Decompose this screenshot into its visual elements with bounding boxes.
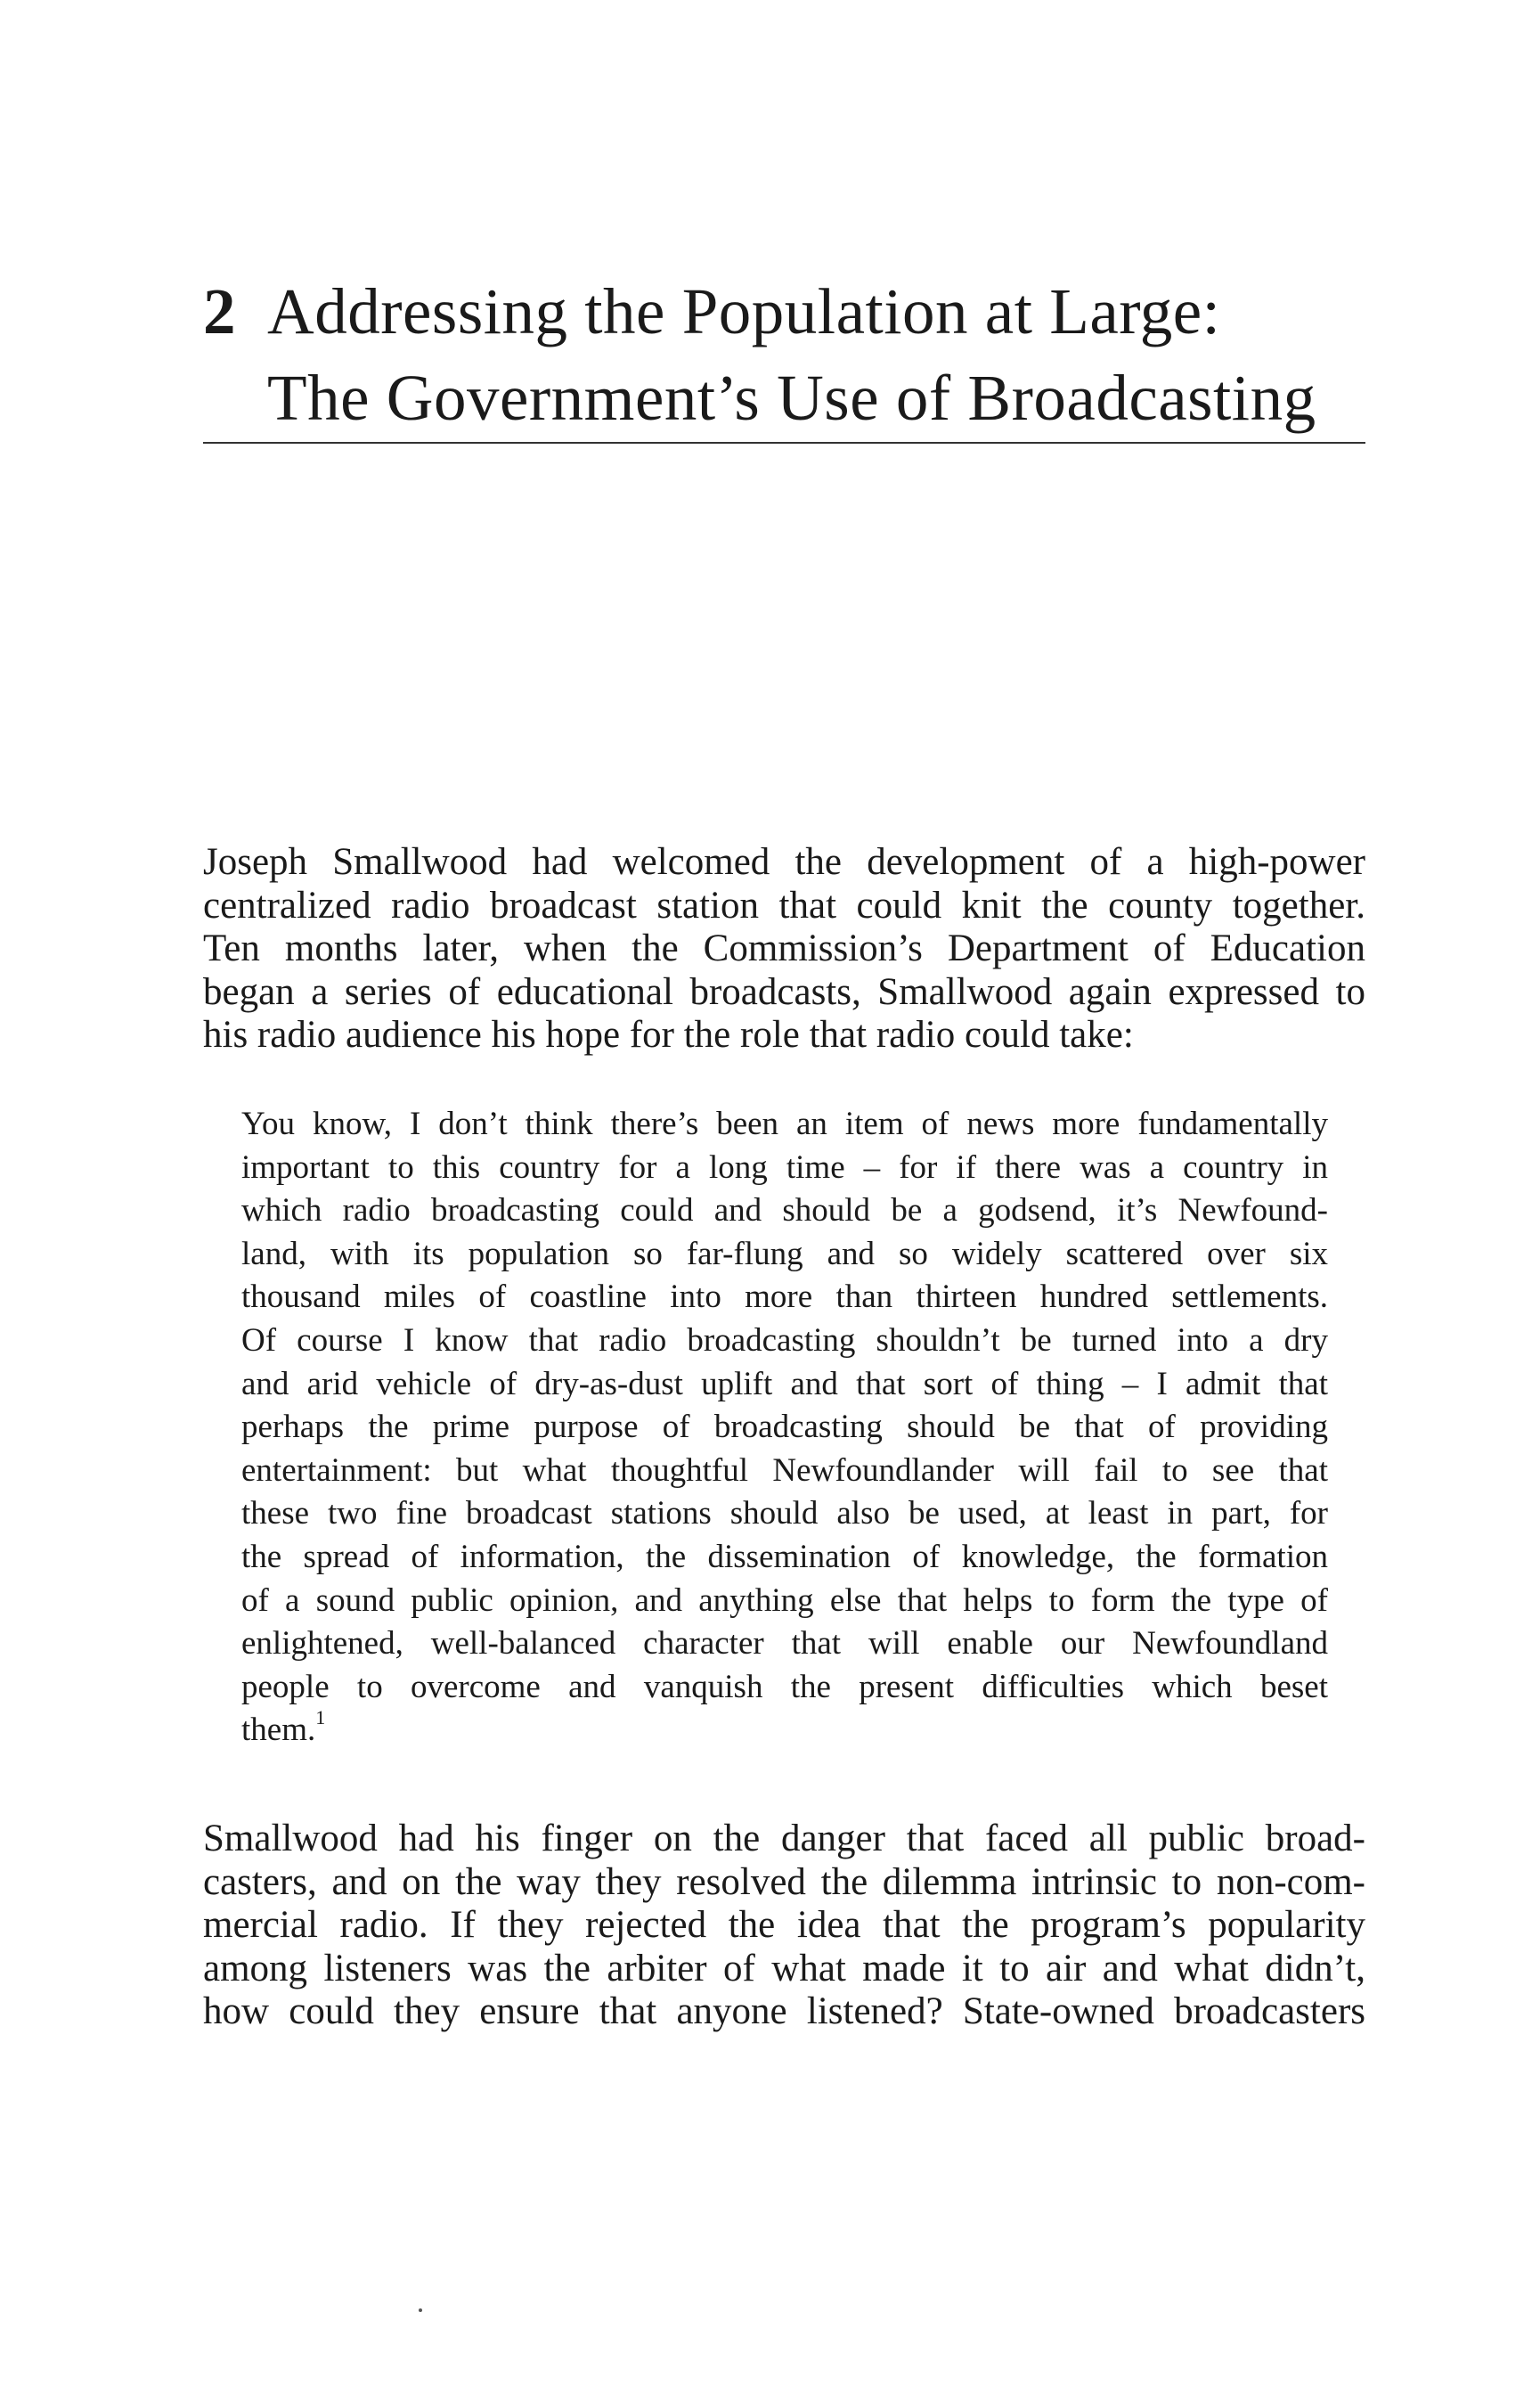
text-line: casters, and on the way they resolved the dilemma intrinsic to non-com- — [203, 1860, 1365, 1903]
quote-line: important to this country for a long time – for if there was a country in — [241, 1148, 1328, 1186]
chapter-title-line-2: The Government’s Use of Broadcasting — [267, 362, 1316, 434]
text-line: Smallwood had his finger on the danger that faced all public broad- — [203, 1818, 1365, 1859]
text-line: his radio audience his hope for the role that radio could take: — [203, 1014, 1134, 1057]
quote-line: land, with its population so far-flung and so widely scattered over six — [241, 1235, 1328, 1272]
quote-last-line — [241, 1706, 1328, 1752]
quote-line: of a sound public opinion, and anything else that helps to form the type of — [241, 1581, 1328, 1619]
quote-line: thousand miles of coastline into more than thirteen hundred settlements. — [241, 1279, 1328, 1316]
text-line: how could they ensure that anyone listened? State-owned broadcasters — [203, 1990, 1365, 2033]
body-paragraph-1 — [203, 841, 1365, 1058]
text-line: mercial radio. If they rejected the idea that the program’s popularity — [203, 1904, 1365, 1947]
quote-line-text: them. — [241, 1712, 316, 1749]
text-line: Ten months later, when the Commission’s Department of Education — [203, 927, 1365, 970]
quote-line: entertainment: but what thoughtful Newfoundlander will fail to see that — [241, 1451, 1328, 1489]
quote-line: the spread of information, the dissemination of knowledge, the formation — [241, 1538, 1328, 1575]
quote-line: these two fine broadcast stations should also be used, at least in part, for — [241, 1495, 1328, 1532]
body-paragraph-2 — [203, 1818, 1365, 2034]
text-line: centralized radio broadcast station that could knit the county together. — [203, 884, 1365, 927]
chapter-title-rule — [203, 442, 1365, 444]
quote-line: perhaps the prime purpose of broadcasting should be that of providing — [241, 1409, 1328, 1446]
chapter-title-line-1: Addressing the Population at Large: — [267, 275, 1221, 347]
quote-line: and arid vehicle of dry-as-dust uplift and that sort of thing – I admit that — [241, 1365, 1328, 1402]
print-speck — [419, 2308, 422, 2312]
quote-line: which radio broadcasting could and should be a godsend, it’s Newfound- — [241, 1192, 1328, 1230]
quote-line: people to overcome and vanquish the present difficulties which beset — [241, 1668, 1328, 1705]
text-line: among listeners was the arbiter of what made it to air and what didn’t, — [203, 1947, 1365, 1989]
text-line: began a series of educational broadcasts, Smallwood again expressed to — [203, 970, 1365, 1013]
quote-line: You know, I don’t think there’s been an item of news more fundamentally — [241, 1106, 1328, 1142]
chapter-number: 2 — [203, 275, 236, 347]
quote-line: enlightened, well-balanced character that will enable our Newfoundland — [241, 1625, 1328, 1663]
block-quote — [241, 1103, 1328, 1752]
quote-line: Of course I know that radio broadcasting shouldn’t be turned into a dry — [241, 1321, 1328, 1359]
footnote-marker[interactable]: 1 — [315, 1706, 326, 1729]
text-line: Joseph Smallwood had welcomed the development of a high-power — [203, 841, 1365, 883]
